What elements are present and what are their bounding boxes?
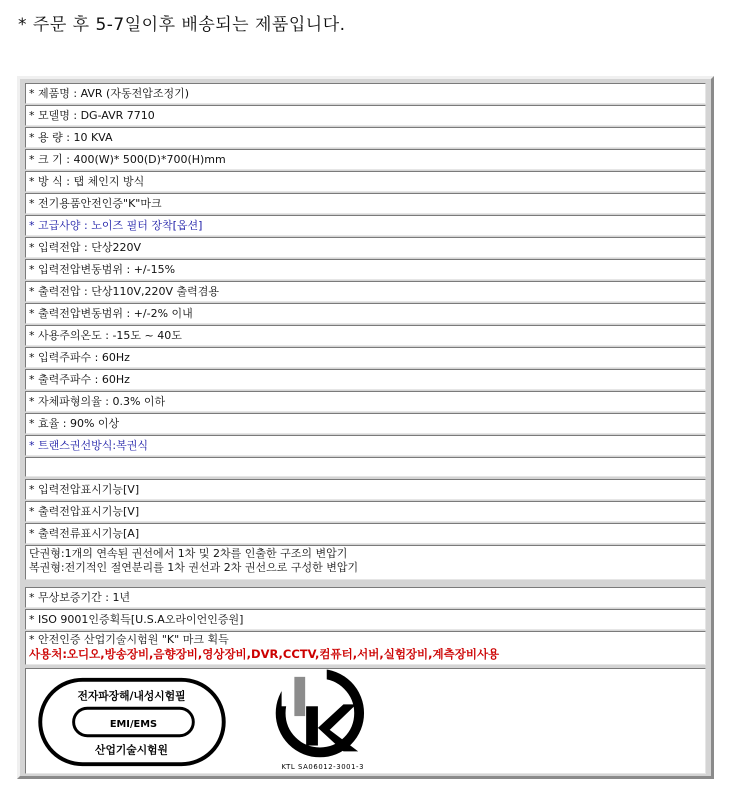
winding-line-single: 단권형:1개의 연속된 권선에서 1차 및 2차를 인출한 구조의 변압기 bbox=[29, 547, 348, 560]
spec-row-input-voltage: * 입력전압 : 단상220V bbox=[25, 237, 706, 258]
spec-row-input-frequency: * 입력주파수 : 60Hz bbox=[25, 347, 706, 368]
spec-row-iso: * ISO 9001인증획득[U.S.A오라이언인증원] bbox=[25, 609, 706, 630]
product-spec-table bbox=[17, 76, 714, 779]
ktl-caption: KTL SA06012-3001-3 bbox=[281, 763, 365, 772]
spec-row-premium-option: * 고급사양 : 노이즈 필터 장착[옵션] bbox=[25, 215, 706, 236]
spec-row-k-mark: * 전기용품안전인증"K"마크 bbox=[25, 193, 706, 214]
spec-row-capacity: * 용 량 : 10 KVA bbox=[25, 127, 706, 148]
spec-row-product-name: * 제품명 : AVR (자동전압조정기) bbox=[25, 83, 706, 104]
spec-row-method: * 방 식 : 탭 체인지 방식 bbox=[25, 171, 706, 192]
spec-row-output-current-display: * 출력전류표시기능[A] bbox=[25, 523, 706, 544]
spec-row-empty bbox=[25, 457, 706, 477]
spec-row-size: * 크 기 : 400(W)* 500(D)*700(H)mm bbox=[25, 149, 706, 170]
spec-row-output-frequency: * 출력주파수 : 60Hz bbox=[25, 369, 706, 390]
spec-row-efficiency: * 효율 : 90% 이상 bbox=[25, 413, 706, 434]
certification-logos bbox=[25, 668, 706, 774]
spec-row-output-voltage: * 출력전압 : 단상110V,220V 출력겸용 bbox=[25, 281, 706, 302]
k-mark-logo bbox=[281, 669, 364, 771]
seal-middle-text: EMI/EMS bbox=[109, 718, 158, 730]
spec-row-input-range: * 입력전압변동범위 : +/-15% bbox=[25, 259, 706, 280]
winding-description bbox=[25, 545, 706, 580]
spec-row-winding-type: * 트랜스권선방식:복권식 bbox=[25, 435, 706, 456]
spec-row-distortion: * 자체파형의율 : 0.3% 이하 bbox=[25, 391, 706, 412]
safety-certification bbox=[25, 631, 706, 665]
shipping-notice: * 주문 후 5-7일이후 배송되는 제품입니다. bbox=[18, 15, 346, 35]
spec-row-temperature: * 사용주의온도 : -15도 ~ 40도 bbox=[25, 325, 706, 346]
seal-top-text: 전자파장해/내성시험필 bbox=[77, 689, 186, 703]
safety-line: * 안전인증 산업기술시험원 "K" 마크 획득 bbox=[29, 633, 229, 646]
spec-row-output-range: * 출력전압변동범위 : +/-2% 이내 bbox=[25, 303, 706, 324]
emi-ems-seal bbox=[40, 680, 223, 764]
spec-row-output-voltage-display: * 출력전압표시기능[V] bbox=[25, 501, 706, 522]
spec-row-warranty: * 무상보증기간 : 1년 bbox=[25, 587, 706, 608]
spec-row-model: * 모델명 : DG-AVR 7710 bbox=[25, 105, 706, 126]
spec-row-input-display: * 입력전압표시기능[V] bbox=[25, 479, 706, 500]
seal-bottom-text: 산업기술시험원 bbox=[95, 743, 168, 757]
winding-line-double: 복권형:전기적인 절연분리를 1차 권선과 2차 권선으로 구성한 변압기 bbox=[29, 561, 359, 574]
usage-line: 사용처:오디오,방송장비,음향장비,영상장비,DVR,CCTV,컴퓨터,서버,실험장비,계측장비사용 bbox=[29, 647, 500, 661]
